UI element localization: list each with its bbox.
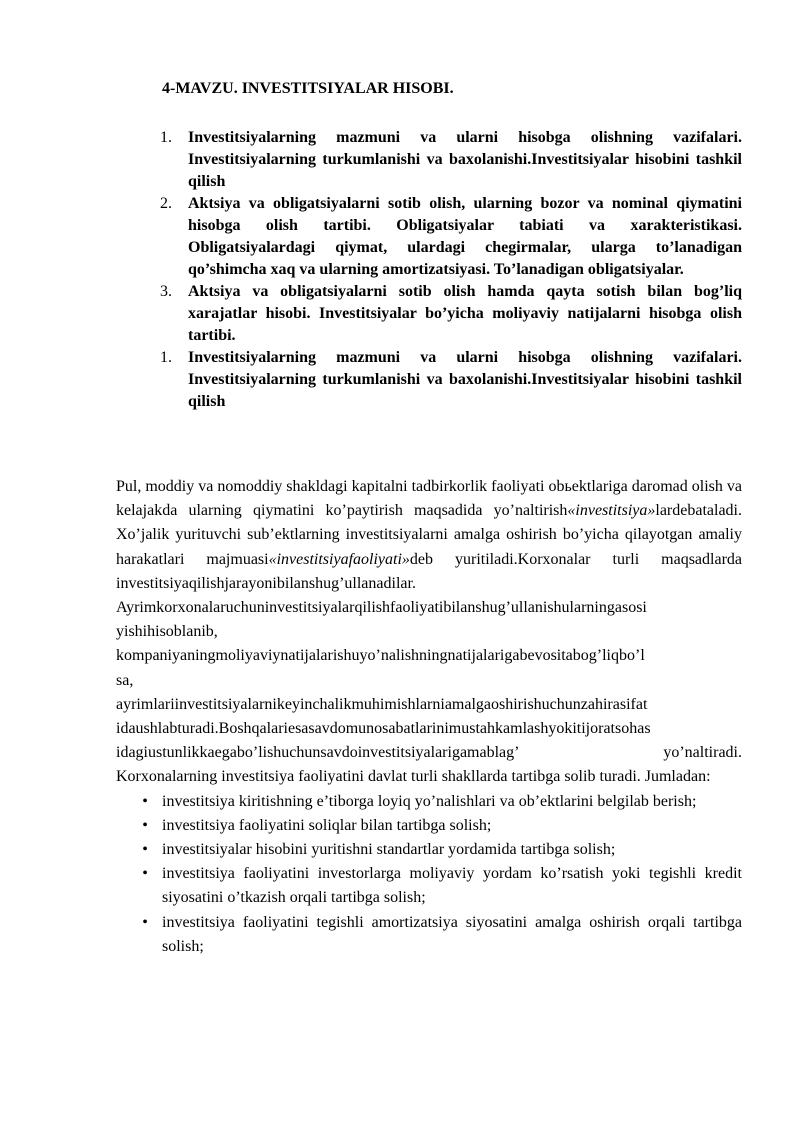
- bullet-item: [116, 790, 742, 814]
- bullet-text: investitsiya faoliyatini soliqlar bilan tartibga solish;: [162, 816, 492, 834]
- bullet-icon: •: [142, 841, 148, 859]
- outline-item: [160, 281, 742, 347]
- outline-item-number: 1.: [160, 349, 172, 366]
- outline-item-number: 2.: [160, 195, 172, 212]
- bullet-icon: •: [142, 816, 148, 834]
- bullet-item: [116, 838, 742, 862]
- bullet-text: investitsiya kiritishning e’tiborga loyiq yo’nalishlari va ob’ektlarini belgilab berish;: [162, 792, 697, 810]
- outline-item-number: 3.: [160, 283, 172, 300]
- outline-item-number: 1.: [160, 129, 172, 146]
- paragraph-line: idagiustunlikkaegabo’lishuchunsavdoinvestitsiyalarigamablag’ yo’naltiradi.: [116, 744, 742, 762]
- bullet-icon: •: [142, 792, 148, 810]
- outline-item-text: Investitsiyalarning mazmuni va ularni hisobga olishning vazifalari. Investitsiyalarning turkumlanishi va baxolanishi.Investitsiyalar hisobini tashkil qilish: [188, 129, 742, 190]
- paragraph-line: yishihisoblanib,: [116, 623, 218, 641]
- outline-item-text: Investitsiyalarning mazmuni va ularni hisobga olishning vazifalari. Investitsiyalarning turkumlanishi va baxolanishi.Investitsiyalar hisobini tashkil qilish: [188, 349, 742, 410]
- bullet-item: [116, 862, 742, 910]
- outline-item-text: Aktsiya va obligatsiyalarni sotib olish, ularning bozor va nominal qiymatini hisobga olish tartibi. Obligatsiyalar tabiati va xarakteristikasi. Obligatsiyalardagi qiymat, ulardagi chegirmalar, ularga to’lanadigan qo’shimcha xaq va ularning amortizatsiyasi. To’lanadigan obligatsiyalar.: [188, 195, 742, 278]
- paragraph-line: Ayrimkorxonalaruchuninvestitsiyalarqilishfaoliyatibilanshug’ullanishularningasosi: [116, 599, 647, 617]
- outline-item-text: Aktsiya va obligatsiyalarni sotib olish hamda qayta sotish bilan bog’liq xarajatlar hisobi. Investitsiyalar bo’yicha moliyaviy natijalarni hisobga olish tartibi.: [188, 283, 742, 344]
- regulation-paragraph: Korxonalarning investitsiya faoliyatini davlat turli shakllarda tartibga solib turadi. Jumladan:: [116, 768, 711, 786]
- topic-outline-list: [160, 127, 742, 413]
- bullet-text: investitsiya faoliyatini investorlarga moliyaviy yordam ko’rsatish yoki tegishli kredit siyosatini o’tkazish orqali tartibga solish;: [162, 865, 742, 907]
- term-investitsiya: «investitsiya»: [567, 502, 656, 520]
- outline-item: [160, 127, 742, 193]
- page-title: 4-MAVZU. INVESTITSIYALAR HISOBI.: [162, 80, 454, 97]
- intro-text-part: Pul, moddiy va nomoddiy shakldagi kapitalni tadbirkorlik faoliyati obьektlariga daromad olish va kelajakda ularning qiymatini ko’paytirish maqsadida yo’naltirish: [116, 478, 742, 520]
- regulation-bullet-list: [116, 790, 742, 959]
- intro-text-part: lardebataladi. Xo’jalik yurituvchi sub’ektlarning investitsiyalarni amalga oshirish bo’yicha qilayotgan amaliy harakatlari majmuasi: [116, 502, 742, 568]
- bullet-item: [116, 911, 742, 959]
- paragraph-line: kompaniyaningmoliyaviynatijalarishuyo’nalishningnatijalarigabevositabog’liqbo’l: [116, 647, 645, 665]
- bullet-item: [116, 814, 742, 838]
- outline-item: [160, 347, 742, 413]
- document-body: [116, 475, 742, 959]
- bullet-text: investitsiya faoliyatini tegishli amortizatsiya siyosatini amalga oshirish orqali tartibga solish;: [162, 913, 742, 955]
- intro-text-part: deb yuritiladi.Korxonalar turli maqsadlarda investitsiyaqilishjarayonibilanshug’ullanadilar.: [116, 550, 742, 592]
- companies-paragraph: [116, 596, 742, 765]
- bullet-text: investitsiyalar hisobini yuritishni standartlar yordamida tartibga solish;: [162, 841, 616, 859]
- paragraph-line: idaushlabturadi.Boshqalariesasavdomunosabatlarinimustahkamlashyokitijoratsohas: [116, 720, 651, 738]
- paragraph-line: sa,: [116, 671, 134, 689]
- bullet-icon: •: [142, 913, 148, 931]
- term-investitsiya-faoliyati: «investitsiyafaoliyati»: [268, 550, 410, 568]
- outline-item: [160, 193, 742, 281]
- intro-paragraph: [116, 475, 742, 596]
- bullet-icon: •: [142, 865, 148, 883]
- paragraph-line: ayrimlariinvestitsiyalarnikeyinchalikmuhimishlarniamalgaoshirishuchunzahirasifat: [116, 695, 648, 713]
